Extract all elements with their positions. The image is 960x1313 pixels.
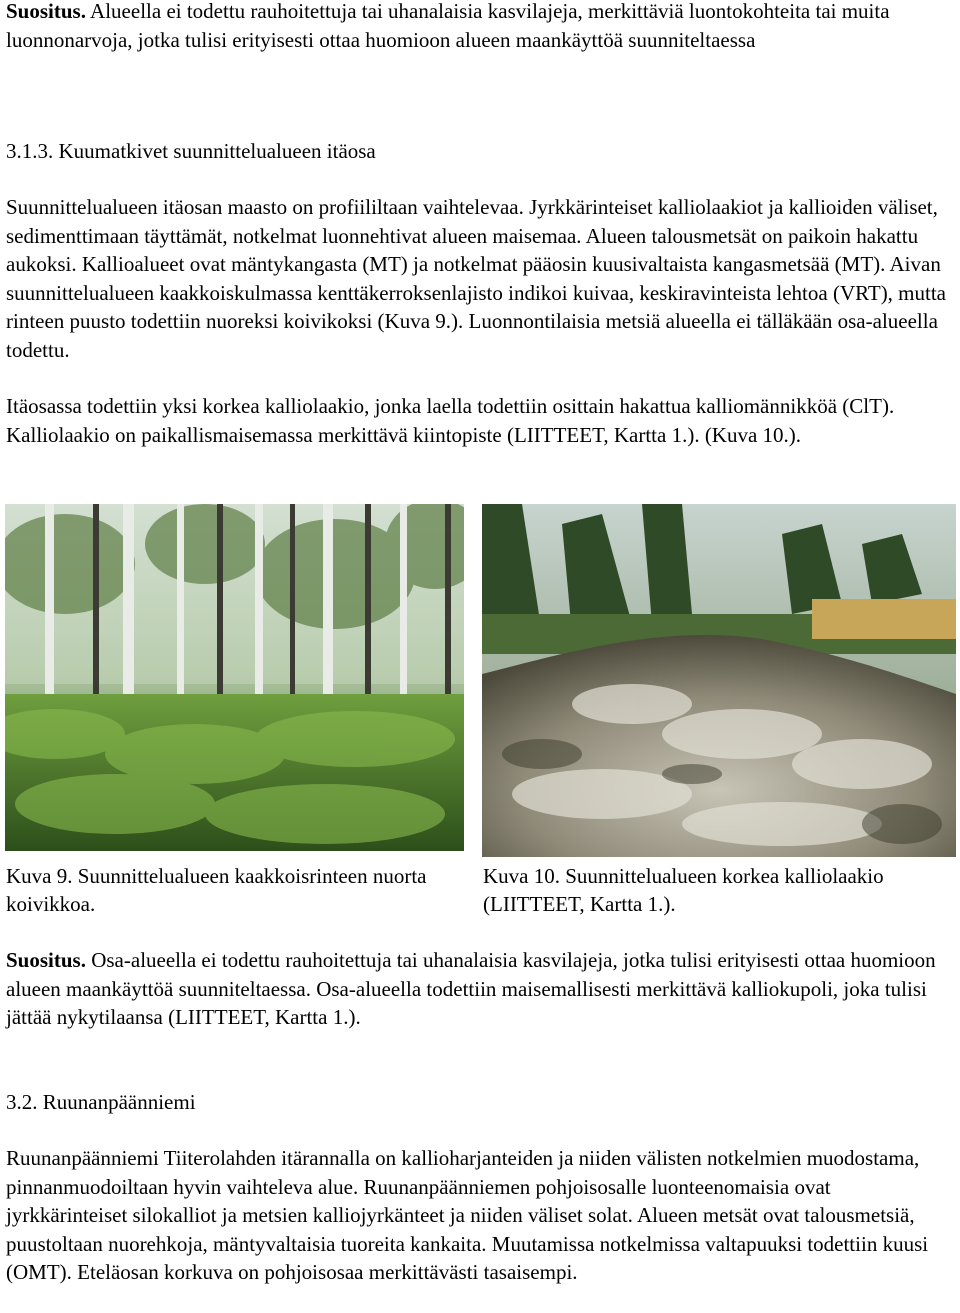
recommendation-paragraph [6, 946, 950, 1032]
figure-9-photo [5, 504, 464, 851]
recommendation-lead: Suositus. [6, 948, 86, 972]
section-32-paragraph: Ruunanpäänniemi Tiiterolahden itärannalla on kallioharjanteiden ja niiden välisten notkelmien muodostama, pinnanmuodoiltaan hyvin vaihteleva alue. Ruunanpäänniemen pohjoisosalle luonteenomaisia ovat jyrkkärinteiset silokalliot ja metsien kalliojyrkänteet ja niiden väliset solat. Alueen metsät ovat talousmetsiä, puustoltaan nuorehkoja, mäntyvaltaisia tuoreita kankaita. Muutamissa notkelmissa valtapuuksi todettiin kuusi (OMT). Eteläosan korkuva on pohjoisosaa merkittävästi tasaisempi. [6, 1146, 929, 1284]
section-313-paragraph-1: Suunnittelualueen itäosan maasto on profiililtaan vaihtelevaa. Jyrkkärinteiset kalliolaakiot ja kallioiden väliset, sedimenttimaan täyttämät, notkelmat luonnehtivat alueen maisemaa. Alueen talousmetsät on paikoin hakattu aukoksi. Kallioalueet ovat mäntykangasta (MT) ja notkelmat pääosin kuusivaltaista kangasmetsää (MT). Aivan suunnittelualueen kaakkoiskulmassa kenttäkerroksenlajisto indikoi kuivaa, keskiravinteista lehtoa (VRT), mutta rinteen puusto todettiin nuoreksi koivikoksi (Kuva 9.). Luonnontilaisia metsiä alueella ei tälläkään osa-alueella todettu. [6, 195, 947, 362]
intro-lead: Suositus. [6, 0, 86, 23]
figure-9-caption: Kuva 9. Suunnittelualueen kaakkoisrinteen nuorta koivikkoa. [6, 864, 427, 916]
section-heading-313: 3.1.3. Kuumatkivet suunnittelualueen itäosa [6, 139, 376, 163]
figure-10-caption: Kuva 10. Suunnittelualueen korkea kalliolaakio (LIITTEET, Kartta 1.). [483, 864, 884, 916]
rock-outcrop-image [482, 504, 956, 857]
section-313-paragraph-2: Itäosassa todettiin yksi korkea kalliolaakio, jonka laella todettiin osittain hakattua kalliomännikköä (ClT). Kalliolaakio on paikallismaisemassa merkittävä kiintopiste (LIITTEET, Kartta 1.). (Kuva 10.). [6, 394, 895, 447]
section-heading-32: 3.2. Ruunanpäänniemi [6, 1090, 196, 1114]
birch-forest-image [5, 504, 464, 851]
intro-text: Alueella ei todettu rauhoitettuja tai uhanalaisia kasvilajeja, merkittäviä luontokohteita tai muita luonnonarvoja, jotka tulisi erityisesti ottaa huomioon alueen maankäyttöä suunniteltaessa [6, 0, 890, 52]
figure-10-photo [482, 504, 956, 857]
intro-paragraph [6, 0, 950, 54]
recommendation-text: Osa-alueella ei todettu rauhoitettuja tai uhanalaisia kasvilajeja, jotka tulisi erityisesti ottaa huomioon alueen maankäyttöä suunniteltaessa. Osa-alueella todettiin maisemallisesti merkittävä kalliokupoli, joka tulisi jättää nykytilaansa (LIITTEET, Kartta 1.). [6, 948, 936, 1029]
